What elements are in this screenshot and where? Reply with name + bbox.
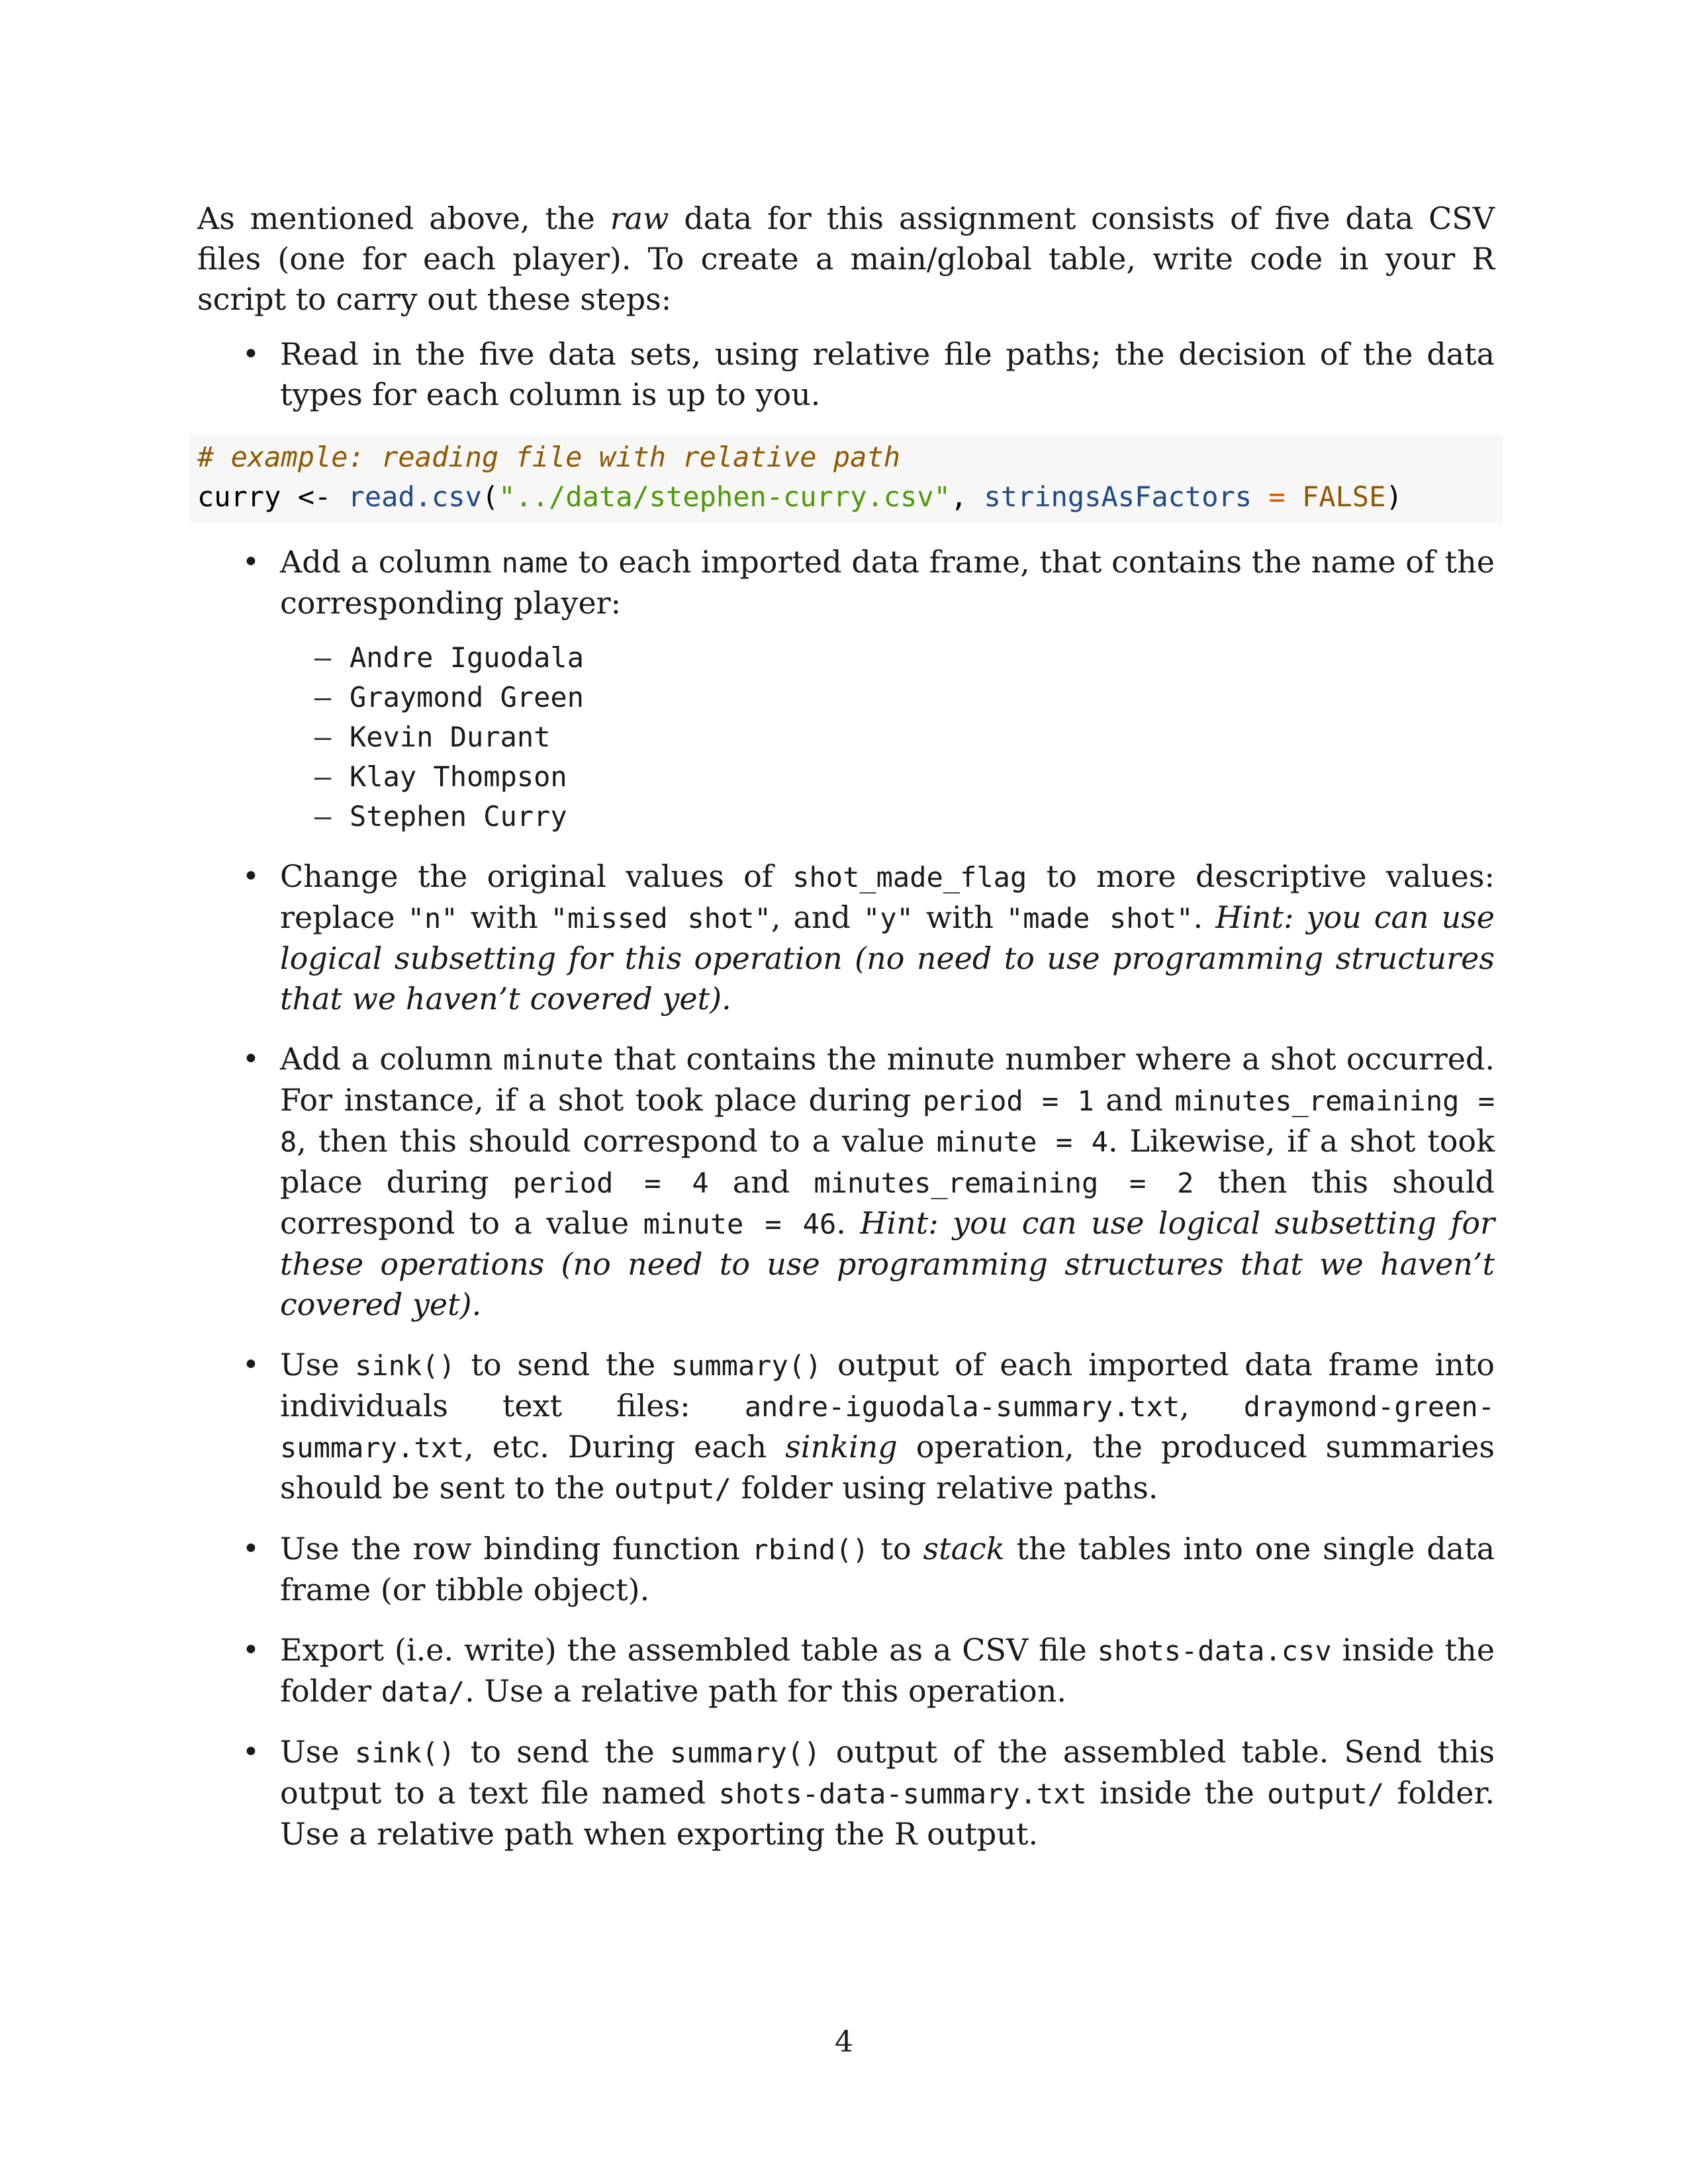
player-item: – Andre Iguodala — [280, 638, 1495, 678]
step-add-minute-column: • Add a column minute that contains the minute number where a shot occurred. For instance, if a shot took place during period = 1 and minutes_remaining = 8, then this should correspond to a value minute = 4. Likewise, if a shot took place during period = 4 and minutes_remaining = 2 then this should correspond to a value minute = 46. Hint: you can use logical subsetting for these operations (no need to use programming structures that we haven’t covered yet). — [197, 1039, 1495, 1325]
step-change-shot-flag: • Change the original values of shot_made_flag to more descriptive values: replace "n" with "missed shot", and "y" with "made shot". Hint: you can use logical subsetting for this operation (no need to use programming structures that we haven’t covered yet). — [197, 856, 1495, 1019]
code-block: # example: reading file with relative path curry <- read.csv("../data/stephen-curry.csv", stringsAsFactors = FALSE) — [189, 435, 1503, 522]
player-item: – Graymond Green — [280, 678, 1495, 717]
code-variable: curry — [197, 480, 281, 513]
page-number: 4 — [835, 2025, 853, 2059]
player-item: – Stephen Curry — [280, 797, 1495, 837]
step-add-name-column: • Add a column name to each imported data frame, that contains the name of the corresponding player: – Andre Iguodala – Graymond Green – Kevin Durant – Klay Thompson – Stephen Curry — [197, 542, 1495, 837]
intro-paragraph: As mentioned above, the raw data for this assignment consists of five data CSV files (one for each player). To create a main/global table, write code in your R script to carry out these steps: — [197, 201, 1495, 317]
player-item: – Klay Thompson — [280, 757, 1495, 797]
hint-text: Hint: you can use logical subsetting for these operations (no need to use programming structures that we haven’t covered yet). — [280, 1205, 1495, 1322]
code-comment: # example: reading file with relative path — [197, 441, 901, 473]
player-list — [280, 638, 1495, 837]
steps-list-continued — [197, 542, 1495, 1854]
player-item: – Kevin Durant — [280, 717, 1495, 757]
code-function: read.csv — [348, 480, 482, 513]
emphasis-raw: raw — [610, 201, 669, 236]
code-argument: stringsAsFactors — [984, 480, 1252, 513]
step-sink-summaries: • Use sink() to send the summary() output of each imported data frame into individuals text files: andre-iguodala-summary.txt, draymond-green-summary.txt, etc. During each sinking operation, the produced summaries should be sent to the output/ folder using relative paths. — [197, 1345, 1495, 1509]
hint-text: Hint: you can use logical subsetting for this operation (no need to use programming structures that we haven’t covered yet). — [280, 899, 1495, 1017]
code-string: "../data/stephen-curry.csv" — [498, 480, 951, 513]
step-rbind-tables: • Use the row binding function rbind() to stack the tables into one single data frame (or tibble object). — [197, 1529, 1495, 1610]
page-content — [197, 199, 1495, 1874]
step-sink-assembled-summary: • Use sink() to send the summary() output of the assembled table. Send this output to a text file named shots-data-summary.txt inside the output/ folder. Use a relative path when exporting the R output. — [197, 1732, 1495, 1854]
step-read-data: • Read in the five data sets, using relative file paths; the decision of the data types for each column is up to you. — [197, 334, 1495, 415]
steps-list — [197, 334, 1495, 415]
code-literal: FALSE — [1301, 480, 1386, 513]
step-export-csv: • Export (i.e. write) the assembled table as a CSV file shots-data.csv inside the folder data/. Use a relative path for this operation. — [197, 1630, 1495, 1712]
